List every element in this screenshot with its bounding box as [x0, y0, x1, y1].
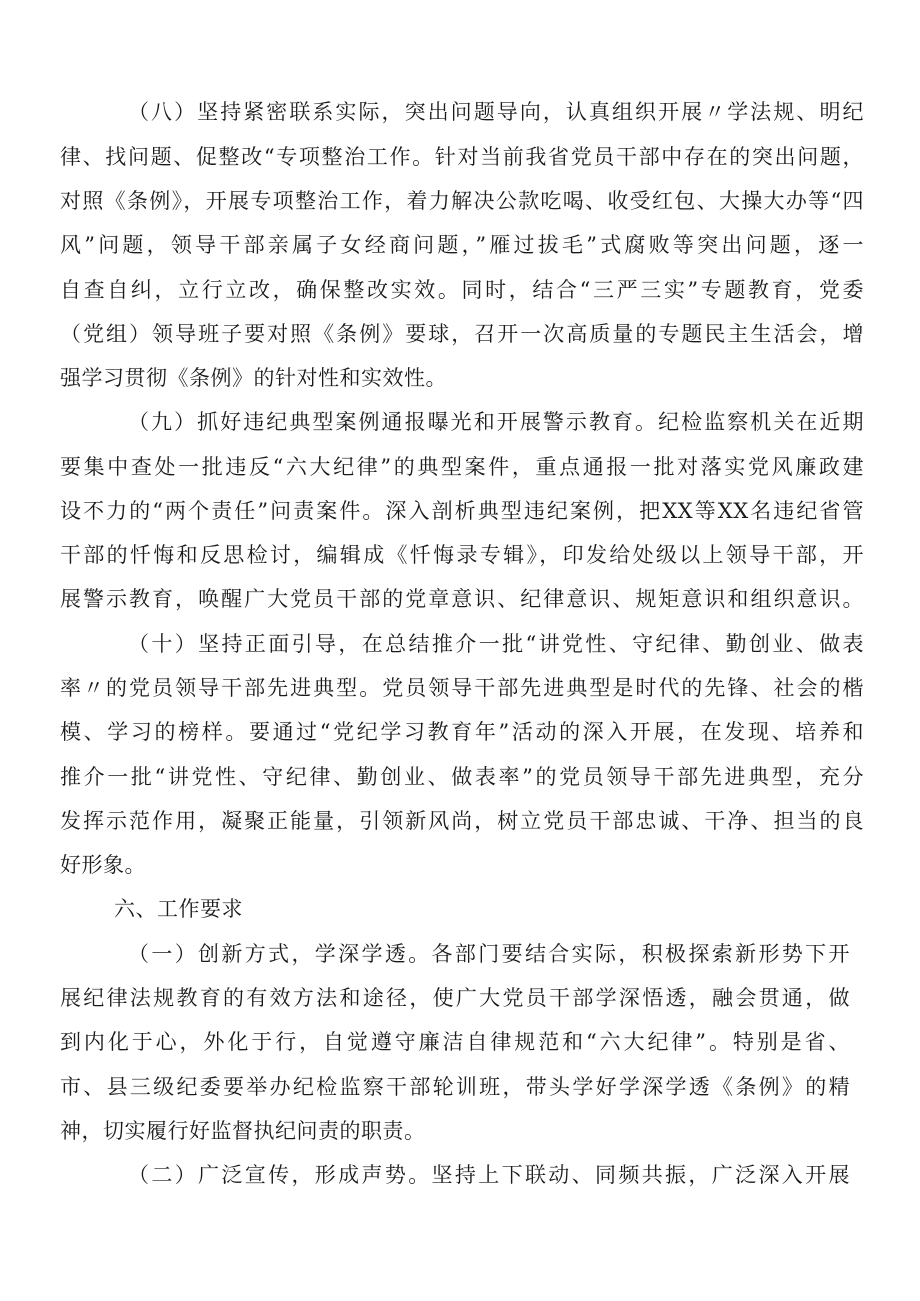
text-line: 神，切实履行好监督执纪问责的职责。 [60, 1119, 426, 1143]
text-line: 好形象。 [60, 853, 146, 877]
text-line: 自查自纠，立行立改，确保整改实效。同时，结合“三严三实”专题教育，党委 [60, 278, 864, 302]
text-line: 干部的忏悔和反思检讨，编辑成《忏悔录专辑》，印发给处级以上领导干部，开 [60, 543, 864, 567]
text-line: （党组）领导班子要对照《条例》要球，召开一次高质量的专题民主生活会，增 [60, 322, 864, 346]
text-line: （十）坚持正面引导，在总结推介一批“讲党性、守纪律、勤创业、做表 [128, 632, 864, 656]
text-line: 到内化于心，外化于行，自觉遵守廉洁自律规范和“六大纪律”。特别是省、 [60, 1030, 850, 1054]
text-line: 对照《条例》，开展专项整治工作，着力解决公款吃喝、收受红包、大操大办等“四 [60, 189, 864, 213]
text-line: 展警示教育，唤醒广大党员干部的党章意识、纪律意识、规矩意识和组织意识。 [60, 587, 864, 611]
text-line: 发挥示范作用，凝聚正能量，引领新风尚，树立党员干部忠诚、干净、担当的良 [60, 809, 864, 833]
text-line: （九）抓好违纪典型案例通报曝光和开展警示教育。纪检监察机关在近期 [128, 410, 864, 434]
text-line: 率〃的党员领导干部先进典型。党员领导干部先进典型是时代的先锋、社会的楷 [60, 676, 864, 700]
text-line: 强学习贯彻《条例》的针对性和实效性。 [60, 366, 447, 390]
text-line: 推介一批“讲党性、守纪律、勤创业、做表率”的党员领导干部先进典型，充分 [60, 765, 864, 789]
text-line: 模、学习的榜样。要通过“党纪学习教育年”活动的深入开展，在发现、培养和 [60, 720, 864, 744]
text-line: 设不力的“两个责任”问责案件。深入剖析典型违纪案例，把XX等XX名违纪省管 [60, 499, 864, 523]
section-heading: 六、工作要求 [114, 897, 243, 921]
text-line: （一）创新方式，学深学透。各部门要结合实际，积极探索新形势下开 [128, 942, 850, 966]
text-line: 律、找问题、促整改“专项整治工作。针对当前我省党员干部中存在的突出问题， [60, 145, 864, 169]
text-line: 要集中查处一批违反“六大纪律”的典型案件，重点通报一批对落实党风廉政建 [60, 455, 864, 479]
text-line: （二）广泛宣传，形成声势。坚持上下联动、同频共振，广泛深入开展 [128, 1163, 850, 1187]
text-line: （八）坚持紧密联系实际，突出问题导向，认真组织开展〃学法规、明纪 [128, 100, 864, 124]
text-line: 风”问题，领导干部亲属子女经商问题，”雁过拔毛”式腐败等突出问题，逐一 [60, 233, 864, 257]
text-line: 展纪律法规教育的有效方法和途径，使广大党员干部学深悟透，融会贯通，做 [60, 986, 850, 1010]
text-line: 市、县三级纪委要举办纪检监察干部轮训班，带头学好学深学透《条例》的精 [60, 1075, 850, 1099]
